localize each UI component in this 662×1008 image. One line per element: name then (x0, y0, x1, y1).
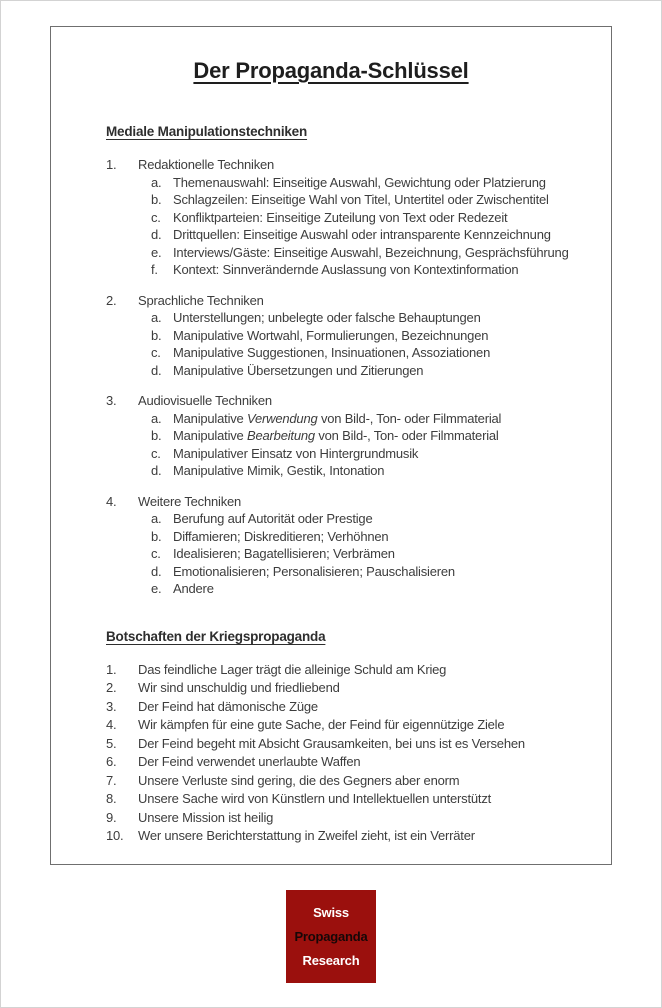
list-item (106, 244, 593, 262)
logo-line: Propaganda (294, 929, 368, 944)
list-item (106, 226, 593, 244)
list-item (106, 427, 593, 445)
technique-group (106, 493, 593, 598)
list-item (106, 790, 593, 809)
list-marker: 6. (106, 754, 117, 769)
list-item-text: Manipulative Verwendung von Bild-, Ton- oder Filmmaterial (173, 410, 502, 426)
list-item (106, 772, 593, 791)
list-item-text: Unsere Mission ist heilig (138, 809, 274, 825)
list-item-text: Berufung auf Autorität oder Prestige (173, 511, 373, 526)
list-item-text: Manipulative Suggestionen, Insinuationen, Assoziationen (173, 345, 491, 360)
list-item-text: Unsere Verluste sind gering, die des Gegners aber enorm (138, 772, 460, 788)
list-item-text: Diffamieren; Diskreditieren; Verhöhnen (173, 528, 389, 544)
list-marker: c. (151, 546, 161, 561)
list-item-text: Konfliktparteien: Einseitige Zuteilung von Text oder Redezeit (173, 209, 508, 225)
list-item-text: Andere (173, 581, 214, 596)
list-item-text: Der Feind begeht mit Absicht Grausamkeiten, bei uns ist es Versehen (138, 735, 525, 751)
list-item (106, 209, 593, 227)
list-item-text: Das feindliche Lager trägt die alleinige Schuld am Krieg (138, 661, 447, 677)
list-marker: 10. (106, 828, 124, 843)
list-marker: 8. (106, 791, 117, 806)
group-header (106, 493, 593, 511)
list-item-text: Manipulative Übersetzungen und Zitierungen (173, 362, 424, 378)
list-item (106, 698, 593, 717)
list-marker: e. (151, 581, 162, 596)
list-item (106, 716, 593, 735)
list-marker: 1. (106, 661, 117, 677)
list-marker: f. (151, 262, 158, 277)
group-label: Weitere Techniken (138, 493, 242, 509)
list-marker: a. (151, 410, 162, 426)
list-item-text: Manipulative Bearbeitung von Bild-, Ton- oder Filmmaterial (173, 428, 499, 443)
group-label: Sprachliche Techniken (138, 292, 264, 308)
technique-group (106, 156, 593, 279)
list-item-text: Emotionalisieren; Personalisieren; Pauschalisieren (173, 563, 455, 579)
technique-group (106, 392, 593, 480)
list-item-text: Idealisieren; Bagatellisieren; Verbrämen (173, 546, 395, 561)
list-item-text: Der Feind verwendet unerlaubte Waffen (138, 754, 361, 769)
list-item-text: Manipulativer Einsatz von Hintergrundmusik (173, 445, 419, 461)
list-item (106, 809, 593, 828)
list-marker: 9. (106, 809, 117, 825)
list-item (106, 510, 593, 528)
list-item (106, 661, 593, 680)
list-item (106, 528, 593, 546)
list-item (106, 580, 593, 598)
list-marker: 3. (106, 393, 117, 408)
list-item (106, 679, 593, 698)
list-item-text: Themenauswahl: Einseitige Auswahl, Gewichtung oder Platzierung (173, 174, 546, 190)
technique-group (106, 292, 593, 380)
list-marker: a. (151, 511, 162, 526)
list-marker: b. (151, 428, 162, 443)
list-item (106, 445, 593, 463)
list-item (106, 410, 593, 428)
list-marker: 1. (106, 157, 117, 172)
list-item (106, 545, 593, 563)
list-marker: e. (151, 244, 162, 260)
list-marker: c. (151, 345, 161, 360)
list-marker: d. (151, 362, 162, 378)
list-marker: d. (151, 227, 162, 242)
list-item (106, 753, 593, 772)
list-item (106, 344, 593, 362)
group-label: Redaktionelle Techniken (138, 157, 275, 172)
group-header (106, 392, 593, 410)
list-item-text: Der Feind hat dämonische Züge (138, 698, 318, 714)
list-marker: c. (151, 209, 161, 225)
list-item-text: Manipulative Mimik, Gestik, Intonation (173, 463, 385, 478)
list-marker: c. (151, 445, 161, 461)
swiss-propaganda-research-logo (286, 890, 376, 983)
list-item-text: Unsere Sache wird von Künstlern und Intellektuellen unterstützt (138, 791, 492, 806)
list-item-text: Manipulative Wortwahl, Formulierungen, Bezeichnungen (173, 327, 489, 343)
group-header (106, 156, 593, 174)
list-marker: b. (151, 528, 162, 544)
group-label: Audiovisuelle Techniken (138, 393, 272, 408)
list-marker: a. (151, 174, 162, 190)
list-marker: a. (151, 310, 162, 325)
document-title: Der Propaganda-Schlüssel (193, 58, 469, 83)
list-item (106, 309, 593, 327)
section-techniques (106, 123, 593, 598)
list-item (106, 174, 593, 192)
list-item-text: Kontext: Sinnverändernde Auslassung von Kontextinformation (173, 262, 519, 277)
group-header (106, 292, 593, 310)
list-item (106, 462, 593, 480)
list-item-text: Interviews/Gäste: Einseitige Auswahl, Bezeichnung, Gesprächsführung (173, 244, 569, 260)
list-marker: d. (151, 563, 162, 579)
list-marker: 3. (106, 698, 117, 714)
list-marker: b. (151, 327, 162, 343)
list-marker: 2. (106, 680, 117, 695)
list-item-text: Unterstellungen; unbelegte oder falsche Behauptungen (173, 310, 481, 325)
list-marker: 7. (106, 772, 117, 788)
list-item-text: Wir kämpfen für eine gute Sache, der Feind für eigennützige Ziele (138, 717, 505, 732)
document-panel (50, 26, 612, 865)
list-item-text: Drittquellen: Einseitige Auswahl oder intransparente Kennzeichnung (173, 227, 551, 242)
section-heading-techniques: Mediale Manipulationstechniken (106, 124, 308, 139)
list-item (106, 563, 593, 581)
list-marker: 2. (106, 292, 117, 308)
list-marker: 4. (106, 717, 117, 732)
list-item (106, 362, 593, 380)
list-item-text: Wer unsere Berichterstattung in Zweifel zieht, ist ein Verräter (138, 828, 475, 843)
list-item-text: Wir sind unschuldig und friedliebend (138, 680, 340, 695)
list-item (106, 735, 593, 754)
list-marker: b. (151, 192, 162, 207)
section-messages (106, 628, 593, 846)
list-marker: 4. (106, 493, 117, 509)
logo-line: Swiss (313, 905, 349, 920)
list-item (106, 191, 593, 209)
list-item (106, 327, 593, 345)
logo-line: Research (302, 953, 360, 968)
list-item (106, 261, 593, 279)
section-heading-messages: Botschaften der Kriegspropaganda (106, 628, 326, 644)
list-marker: d. (151, 463, 162, 478)
list-marker: 5. (106, 735, 117, 751)
list-item (106, 827, 593, 846)
list-item-text: Schlagzeilen: Einseitige Wahl von Titel, Untertitel oder Zwischentitel (173, 192, 549, 207)
